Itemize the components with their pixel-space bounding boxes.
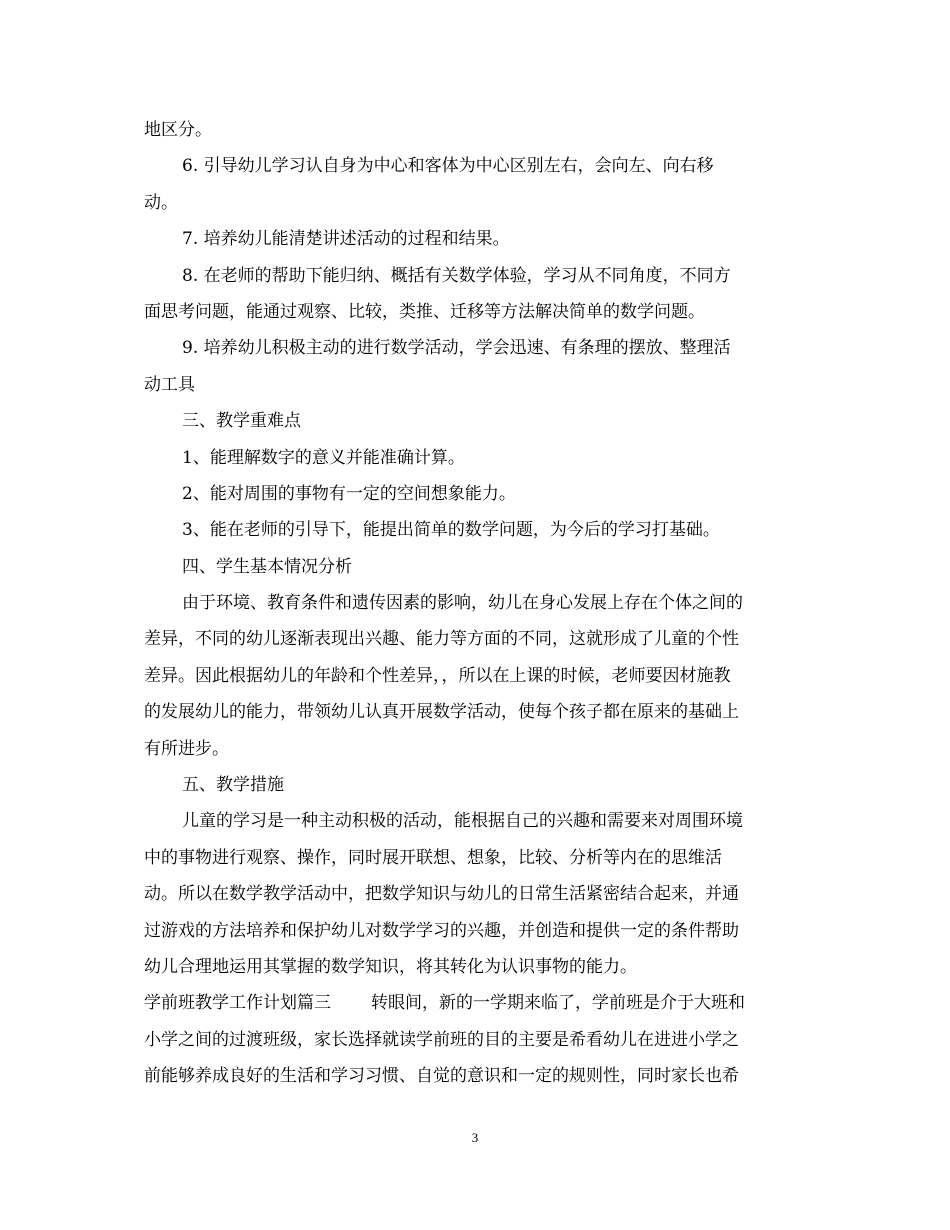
section-heading: 四、学生基本情况分析: [182, 556, 352, 577]
list-item-9: 9. 培养幼儿积极主动的进行数学活动，学会迅速、有条理的摆放、整理活: [182, 338, 731, 359]
text-line: 动工具: [144, 374, 195, 395]
paragraph-line: 动。所以在数学教学活动中，把数学知识与幼儿的日常生活紧密结合起来，并通: [144, 884, 739, 905]
paragraph-line: 前能够养成良好的生活和学习习惯、自觉的意识和一定的规则性，同时家长也希: [144, 1066, 739, 1087]
page-number: 3: [471, 1130, 479, 1145]
list-item-8: 8. 在老师的帮助下能归纳、概括有关数学体验，学习从不同角度，不同方: [182, 265, 731, 286]
plan-intro: 转眼间，新的一学期来临了，学前班是介于大班和: [371, 993, 745, 1014]
paragraph-line: 由于环境、教育条件和遗传因素的影响，幼儿在身心发展上存在个体之间的: [182, 593, 743, 614]
plan-title: 学前班教学工作计划篇三: [144, 993, 331, 1014]
list-item-7: 7. 培养幼儿能清楚讲述活动的过程和结果。: [182, 229, 510, 250]
list-item-1: 1、能理解数字的意义并能准确计算。: [182, 447, 465, 468]
section-heading: 三、教学重难点: [182, 411, 301, 432]
paragraph-line: 差异。因此根据幼儿的年龄和个性差异，，所以在上课的时候，老师要因材施教: [144, 665, 731, 686]
paragraph-line: 中的事物进行观察、操作，同时展开联想、想象，比较、分析等内在的思维活: [144, 847, 722, 868]
paragraph-line: 儿童的学习是一种主动积极的活动，能根据自己的兴趣和需要来对周围环境: [182, 811, 743, 832]
paragraph-line: 有所进步。: [144, 738, 229, 759]
paragraph-line: 幼儿合理地运用其掌握的数学知识，将其转化为认识事物的能力。: [144, 956, 637, 977]
list-item-6: 6. 引导幼儿学习认自身为中心和客体为中心区别左右，会向左、向右移: [182, 156, 714, 177]
paragraph-line: 小学之间的过渡班级，家长选择就读学前班的目的主要是希看幼儿在进进小学之: [144, 1029, 739, 1050]
paragraph-line: 差异，不同的幼儿逐渐表现出兴趣、能力等方面的不同，这就形成了儿童的个性: [144, 629, 739, 650]
text-line: 动。: [144, 192, 178, 213]
list-item-2: 2、能对周围的事物有一定的空间想象能力。: [182, 483, 516, 504]
paragraph-line: 的发展幼儿的能力，带领幼儿认真开展数学活动，使每个孩子都在原来的基础上: [144, 702, 739, 723]
document-body: [144, 112, 806, 1095]
text-line: 地区分。: [144, 120, 212, 140]
paragraph-line: 过游戏的方法培养和保护幼儿对数学学习的兴趣，并创造和提供一定的条件帮助: [144, 920, 739, 941]
list-item-3: 3、能在老师的引导下，能提出简单的数学问题，为今后的学习打基础。: [182, 520, 720, 541]
paragraph-line: [144, 985, 806, 1021]
section-heading: 五、教学措施: [182, 775, 284, 796]
text-line: 面思考问题，能通过观察、比较，类推、迁移等方法解决简单的数学问题。: [144, 301, 705, 322]
